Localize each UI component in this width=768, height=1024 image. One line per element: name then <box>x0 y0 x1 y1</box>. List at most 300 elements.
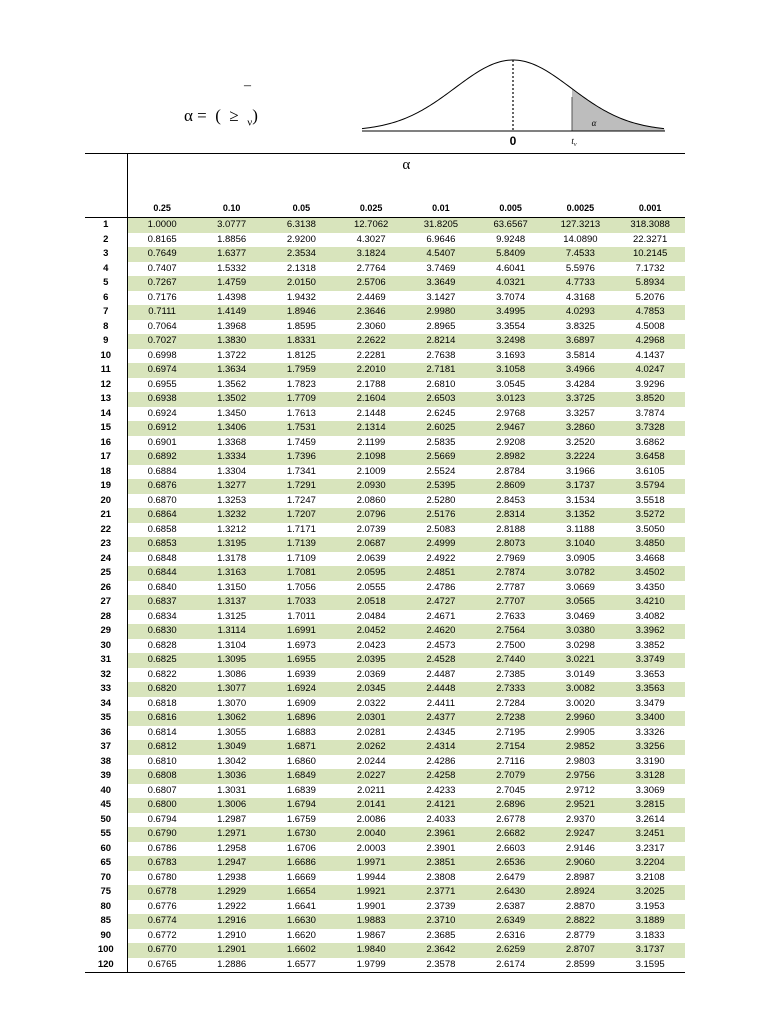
critical-value-cell: 1.9971 <box>336 856 406 871</box>
critical-value-cell: 7.1732 <box>635 262 665 274</box>
alpha-header-row <box>85 154 685 198</box>
critical-value-cell: 1.7341 <box>286 465 316 477</box>
critical-value-cell: 1.7613 <box>286 407 316 419</box>
df-cell: 15 <box>85 421 127 436</box>
critical-value-cell: 2.6503 <box>406 392 476 407</box>
critical-value-cell: 0.6778 <box>127 885 197 900</box>
df-cell: 32 <box>85 668 127 683</box>
critical-value-cell: 2.0211 <box>356 784 386 796</box>
critical-value-cell: 4.0293 <box>546 305 616 320</box>
critical-value-cell: 1.8856 <box>217 233 247 245</box>
critical-value-cell: 1.9883 <box>336 914 406 929</box>
df-cell: 36 <box>85 726 127 741</box>
critical-value-cell: 3.0565 <box>546 595 616 610</box>
critical-value-cell: 1.3195 <box>197 537 267 552</box>
critical-value-cell: 2.7764 <box>356 262 386 274</box>
critical-value-cell: 3.8325 <box>565 320 595 332</box>
table-row <box>85 334 685 349</box>
critical-value-cell: 1.7291 <box>267 479 337 494</box>
critical-value-cell: 2.7079 <box>476 769 546 784</box>
critical-value-cell: 2.9712 <box>565 784 595 796</box>
critical-value-cell: 2.0555 <box>356 581 386 593</box>
critical-value-cell: 3.1352 <box>546 508 616 523</box>
critical-value-cell: 0.6800 <box>127 798 197 813</box>
critical-value-cell: 0.6814 <box>147 726 177 738</box>
df-cell: 10 <box>85 349 127 364</box>
critical-value-cell: 2.0227 <box>336 769 406 784</box>
critical-value-cell: 1.7011 <box>287 610 316 622</box>
critical-value-cell: 2.7638 <box>426 349 456 361</box>
critical-value-cell: 3.1534 <box>565 494 595 506</box>
critical-value-cell: 0.6830 <box>127 624 197 639</box>
critical-value-cell: 3.1737 <box>546 479 616 494</box>
critical-value-cell: 1.3253 <box>217 494 247 506</box>
table-row <box>85 378 685 393</box>
critical-value-cell: 0.6828 <box>147 639 177 651</box>
critical-value-cell: 3.2204 <box>615 856 685 871</box>
critical-value-cell: 0.6807 <box>147 784 177 796</box>
critical-value-cell: 3.0221 <box>546 653 616 668</box>
table-row <box>85 668 685 683</box>
table-row <box>85 697 685 712</box>
critical-value-cell: 0.6912 <box>127 421 197 436</box>
critical-value-cell: 0.6834 <box>147 610 177 622</box>
critical-value-cell: 3.1040 <box>546 537 616 552</box>
critical-value-cell: 2.8822 <box>546 914 616 929</box>
critical-value-cell: 2.7181 <box>406 363 476 378</box>
critical-value-cell: 2.6349 <box>476 914 546 929</box>
critical-value-cell: 5.8409 <box>476 247 546 262</box>
critical-value-cell: 1.6654 <box>267 885 337 900</box>
critical-value-cell: 3.4966 <box>546 363 616 378</box>
critical-value-cell: 3.2224 <box>546 450 616 465</box>
table-row <box>85 363 685 378</box>
critical-value-cell: 3.2025 <box>615 885 685 900</box>
critical-value-cell: 2.5280 <box>426 494 456 506</box>
critical-value-cell: 1.2916 <box>197 914 267 929</box>
critical-value-cell: 1.9921 <box>336 885 406 900</box>
critical-value-cell: 4.7733 <box>546 276 616 291</box>
alpha-tail-label: α <box>591 118 597 128</box>
critical-value-cell: 0.6892 <box>127 450 197 465</box>
critical-value-cell: 3.6105 <box>635 465 665 477</box>
critical-value-cell: 0.6772 <box>147 929 177 941</box>
alpha-symbol-header: α <box>127 154 685 198</box>
critical-value-cell: 1.7247 <box>286 494 316 506</box>
critical-value-cell: 1.3114 <box>197 624 267 639</box>
critical-value-cell: 3.2614 <box>635 813 665 825</box>
critical-value-cell: 1.6973 <box>286 639 316 651</box>
critical-value-cell: 1.6924 <box>267 682 337 697</box>
critical-value-cell: 0.7064 <box>147 320 177 332</box>
df-cell: 19 <box>85 479 127 494</box>
critical-value-cell: 1.6730 <box>267 827 337 842</box>
critical-value-cell: 1.2947 <box>197 856 267 871</box>
df-cell: 65 <box>85 856 127 871</box>
df-cell: 3 <box>85 247 127 262</box>
critical-value-cell: 0.6825 <box>127 653 197 668</box>
critical-value-cell: 3.1737 <box>615 943 685 958</box>
table-row <box>85 842 685 857</box>
critical-value-cell: 2.6536 <box>476 856 546 871</box>
critical-value-cell: 3.3962 <box>615 624 685 639</box>
table-row <box>85 856 685 871</box>
critical-value-cell: 2.1009 <box>356 465 386 477</box>
critical-value-cell: 2.6174 <box>476 958 546 973</box>
probability-formula <box>184 72 314 132</box>
critical-value-cell: 2.3961 <box>406 827 476 842</box>
alpha-level-header: 0.10 <box>197 198 267 218</box>
critical-value-cell: 2.3739 <box>426 900 456 912</box>
df-cell: 28 <box>85 610 127 625</box>
critical-value-cell: 2.8987 <box>565 871 595 883</box>
critical-value-cell: 1.4398 <box>217 291 247 303</box>
critical-value-cell: 3.1058 <box>476 363 546 378</box>
critical-value-cell: 2.0262 <box>336 740 406 755</box>
critical-value-cell: 2.6430 <box>476 885 546 900</box>
critical-value-cell: 2.0150 <box>267 276 337 291</box>
df-cell: 6 <box>85 291 127 306</box>
df-cell: 17 <box>85 450 127 465</box>
critical-value-cell: 31.8205 <box>406 218 476 233</box>
critical-value-cell: 0.6884 <box>147 465 177 477</box>
critical-value-cell: 1.6883 <box>286 726 316 738</box>
critical-value-cell: 4.6041 <box>496 262 526 274</box>
critical-value-cell: 1.6955 <box>267 653 337 668</box>
critical-value-cell: 2.7633 <box>496 610 526 622</box>
critical-value-cell: 3.4284 <box>565 378 595 390</box>
df-cell: 9 <box>85 334 127 349</box>
critical-value-cell: 1.6759 <box>286 813 316 825</box>
t-subscript: ν <box>573 142 577 148</box>
critical-value-cell: 318.3088 <box>615 218 685 233</box>
critical-value-cell: 2.8784 <box>496 465 526 477</box>
critical-value-cell: 2.0369 <box>356 668 386 680</box>
critical-value-cell: 1.6620 <box>286 929 316 941</box>
critical-value-cell: 12.7062 <box>336 218 406 233</box>
critical-value-cell: 2.9768 <box>496 407 526 419</box>
critical-value-cell: 3.0545 <box>496 378 526 390</box>
critical-value-cell: 2.0595 <box>336 566 406 581</box>
df-cell: 80 <box>85 900 127 915</box>
critical-value-cell: 1.3049 <box>197 740 267 755</box>
table-row <box>85 711 685 726</box>
critical-value-cell: 1.2886 <box>197 958 267 973</box>
t-critical-label <box>571 136 577 148</box>
critical-value-cell: 2.3646 <box>336 305 406 320</box>
critical-value-cell: 3.2108 <box>635 871 665 883</box>
critical-value-cell: 4.2968 <box>615 334 685 349</box>
critical-value-cell: 2.1314 <box>336 421 406 436</box>
critical-value-cell: 2.8779 <box>565 929 595 941</box>
critical-value-cell: 1.5332 <box>217 262 247 274</box>
critical-value-cell: 0.6810 <box>147 755 177 767</box>
df-cell: 75 <box>85 885 127 900</box>
df-cell: 27 <box>85 595 127 610</box>
critical-value-cell: 3.6897 <box>546 334 616 349</box>
critical-value-cell: 2.4345 <box>426 726 456 738</box>
critical-value-cell: 0.6974 <box>127 363 197 378</box>
critical-value-cell: 3.2498 <box>476 334 546 349</box>
critical-value-cell: 1.3163 <box>197 566 267 581</box>
critical-value-cell: 3.5050 <box>635 523 665 535</box>
table-row <box>85 566 685 581</box>
critical-value-cell: 2.6025 <box>406 421 476 436</box>
critical-value-cell: 3.1833 <box>635 929 665 941</box>
critical-value-cell: 0.6840 <box>147 581 177 593</box>
critical-value-cell: 2.1788 <box>356 378 386 390</box>
critical-value-cell: 0.6765 <box>127 958 197 973</box>
critical-value-cell: 2.8214 <box>406 334 476 349</box>
critical-value-cell: 1.6641 <box>286 900 316 912</box>
critical-value-cell: 1.7033 <box>267 595 337 610</box>
critical-value-cell: 0.7267 <box>127 276 197 291</box>
critical-value-cell: 0.6844 <box>127 566 197 581</box>
critical-value-cell: 2.5083 <box>426 523 456 535</box>
alpha-level-header: 0.0025 <box>546 198 616 218</box>
critical-value-cell: 3.0298 <box>565 639 595 651</box>
table-row <box>85 523 685 538</box>
df-cell: 70 <box>85 871 127 886</box>
critical-value-cell: 1.3095 <box>197 653 267 668</box>
critical-value-cell: 2.7154 <box>476 740 546 755</box>
critical-value-cell: 2.3808 <box>426 871 456 883</box>
critical-value-cell: 63.6567 <box>476 218 546 233</box>
critical-value-cell: 3.0020 <box>565 697 595 709</box>
critical-value-cell: 2.6259 <box>476 943 546 958</box>
critical-value-cell: 2.7045 <box>496 784 526 796</box>
critical-value-cell: 4.5008 <box>635 320 665 332</box>
critical-value-cell: 1.4759 <box>197 276 267 291</box>
critical-value-cell: 3.1427 <box>426 291 456 303</box>
critical-value-cell: 2.4448 <box>406 682 476 697</box>
critical-value-cell: 3.0905 <box>565 552 595 564</box>
critical-value-cell: 1.9799 <box>336 958 406 973</box>
critical-value-cell: 0.7407 <box>147 262 177 274</box>
df-cell: 85 <box>85 914 127 929</box>
table-body <box>85 218 685 973</box>
critical-value-cell: 2.7500 <box>496 639 526 651</box>
critical-value-cell: 1.4149 <box>197 305 267 320</box>
critical-value-cell: 1.3137 <box>197 595 267 610</box>
critical-value-cell: 2.5524 <box>426 465 456 477</box>
critical-value-cell: 3.2815 <box>615 798 685 813</box>
critical-value-cell: 1.6909 <box>286 697 316 709</box>
critical-value-cell: 0.7176 <box>147 291 177 303</box>
table-row <box>85 958 685 973</box>
df-cell: 12 <box>85 378 127 393</box>
df-cell: 38 <box>85 755 127 770</box>
critical-value-cell: 2.0244 <box>356 755 386 767</box>
critical-value-cell: 3.3069 <box>635 784 665 796</box>
table-row <box>85 726 685 741</box>
critical-value-cell: 2.7440 <box>476 653 546 668</box>
critical-value-cell: 2.0687 <box>336 537 406 552</box>
critical-value-cell: 2.0518 <box>336 595 406 610</box>
table-row <box>85 798 685 813</box>
critical-value-cell: 2.4620 <box>406 624 476 639</box>
critical-value-cell: 3.0782 <box>546 566 616 581</box>
critical-value-cell: 2.4487 <box>426 668 456 680</box>
critical-value-cell: 2.7564 <box>476 624 546 639</box>
formula-subscript: ν <box>247 116 253 129</box>
critical-value-cell: 1.2922 <box>217 900 247 912</box>
critical-value-cell: 0.6938 <box>127 392 197 407</box>
critical-value-cell: 2.3851 <box>406 856 476 871</box>
df-cell: 39 <box>85 769 127 784</box>
critical-value-cell: 3.0123 <box>476 392 546 407</box>
critical-value-cell: 2.5395 <box>406 479 476 494</box>
critical-value-cell: 2.4469 <box>356 291 386 303</box>
critical-value-cell: 3.7074 <box>496 291 526 303</box>
formula-expression <box>184 106 258 128</box>
critical-value-cell: 2.0086 <box>356 813 386 825</box>
critical-value-cell: 2.0484 <box>356 610 386 622</box>
critical-value-cell: 4.0247 <box>615 363 685 378</box>
critical-value-cell: 3.5814 <box>565 349 595 361</box>
critical-value-cell: 3.3400 <box>615 711 685 726</box>
critical-value-cell: 0.6812 <box>127 740 197 755</box>
critical-value-cell: 1.7081 <box>267 566 337 581</box>
critical-value-cell: 1.8125 <box>286 349 316 361</box>
df-cell: 18 <box>85 465 127 480</box>
critical-value-cell: 2.3060 <box>356 320 386 332</box>
critical-value-cell: 1.7959 <box>267 363 337 378</box>
critical-value-cell: 0.6864 <box>127 508 197 523</box>
critical-value-cell: 7.4533 <box>546 247 616 262</box>
critical-value-cell: 1.6794 <box>267 798 337 813</box>
table-row <box>85 218 685 233</box>
critical-value-cell: 1.8946 <box>267 305 337 320</box>
critical-value-cell: 1.2929 <box>197 885 267 900</box>
table-row <box>85 479 685 494</box>
df-cell: 33 <box>85 682 127 697</box>
critical-value-cell: 3.3653 <box>635 668 665 680</box>
critical-value-cell: 2.4377 <box>406 711 476 726</box>
critical-value-cell: 3.3852 <box>635 639 665 651</box>
critical-value-cell: 0.6774 <box>127 914 197 929</box>
critical-value-cell: 2.0860 <box>356 494 386 506</box>
table-row <box>85 421 685 436</box>
critical-value-cell: 9.9248 <box>496 233 526 245</box>
critical-value-cell: 4.0321 <box>476 276 546 291</box>
critical-value-cell: 0.6780 <box>147 871 177 883</box>
critical-value-cell: 1.3077 <box>197 682 267 697</box>
critical-value-cell: 2.8609 <box>476 479 546 494</box>
critical-value-cell: 10.2145 <box>615 247 685 262</box>
df-cell: 45 <box>85 798 127 813</box>
critical-value-cell: 3.3749 <box>615 653 685 668</box>
critical-value-cell: 0.6955 <box>147 378 177 390</box>
critical-value-cell: 5.5976 <box>565 262 595 274</box>
critical-value-cell: 2.0423 <box>356 639 386 651</box>
critical-value-cell: 1.9901 <box>356 900 386 912</box>
df-cell: 14 <box>85 407 127 422</box>
critical-value-cell: 2.9852 <box>546 740 616 755</box>
critical-value-cell: 2.0930 <box>336 479 406 494</box>
df-cell: 24 <box>85 552 127 567</box>
critical-value-cell: 1.3062 <box>197 711 267 726</box>
critical-value-cell: 1.3722 <box>217 349 247 361</box>
critical-value-cell: 1.7823 <box>286 378 316 390</box>
critical-value-cell: 0.6770 <box>127 943 197 958</box>
critical-value-cell: 2.9060 <box>546 856 616 871</box>
critical-value-cell: 0.6776 <box>147 900 177 912</box>
critical-value-cell: 2.4851 <box>406 566 476 581</box>
alpha-level-header: 0.025 <box>336 198 406 218</box>
critical-value-cell: 2.8188 <box>496 523 526 535</box>
critical-value-cell: 2.8965 <box>426 320 456 332</box>
critical-value-cell: 2.5176 <box>406 508 476 523</box>
critical-value-cell: 1.6896 <box>267 711 337 726</box>
critical-value-cell: 2.6245 <box>426 407 456 419</box>
critical-value-cell: 1.3150 <box>217 581 247 593</box>
critical-value-cell: 2.8314 <box>476 508 546 523</box>
critical-value-cell: 0.6790 <box>127 827 197 842</box>
critical-value-cell: 3.7328 <box>615 421 685 436</box>
critical-value-cell: 3.7874 <box>635 407 665 419</box>
critical-value-cell: 0.6924 <box>147 407 177 419</box>
significance-levels-row <box>85 198 685 218</box>
critical-value-cell: 3.2317 <box>635 842 665 854</box>
df-cell: 29 <box>85 624 127 639</box>
critical-value-cell: 1.3634 <box>197 363 267 378</box>
table-row <box>85 508 685 523</box>
table-row <box>85 595 685 610</box>
critical-value-cell: 2.6896 <box>476 798 546 813</box>
critical-value-cell: 4.3027 <box>356 233 386 245</box>
critical-value-cell: 3.4350 <box>635 581 665 593</box>
df-cell: 2 <box>85 233 127 248</box>
critical-value-cell: 3.1953 <box>635 900 665 912</box>
critical-value-cell: 3.3326 <box>635 726 665 738</box>
critical-value-cell: 2.9521 <box>546 798 616 813</box>
critical-value-cell: 22.3271 <box>632 233 668 245</box>
critical-value-cell: 2.8982 <box>476 450 546 465</box>
formula-text: α = ( ≥ <box>184 106 248 125</box>
critical-value-cell: 2.9370 <box>565 813 595 825</box>
table-row <box>85 653 685 668</box>
critical-value-cell: 1.6686 <box>267 856 337 871</box>
critical-value-cell: 3.3479 <box>635 697 665 709</box>
critical-value-cell: 1.7139 <box>267 537 337 552</box>
df-cell: 22 <box>85 523 127 538</box>
critical-value-cell: 1.9944 <box>356 871 386 883</box>
table-row <box>85 624 685 639</box>
critical-value-cell: 3.4502 <box>615 566 685 581</box>
critical-value-cell: 2.4121 <box>406 798 476 813</box>
table-row <box>85 247 685 262</box>
critical-value-cell: 2.6778 <box>496 813 526 825</box>
critical-value-cell: 1.0000 <box>127 218 197 233</box>
table-row <box>85 871 685 886</box>
critical-value-cell: 2.0141 <box>336 798 406 813</box>
table-row <box>85 392 685 407</box>
critical-value-cell: 3.5272 <box>615 508 685 523</box>
df-cell: 5 <box>85 276 127 291</box>
table-row <box>85 262 685 277</box>
table-row <box>85 639 685 654</box>
critical-value-cell: 2.4671 <box>426 610 456 622</box>
critical-value-cell: 2.0395 <box>336 653 406 668</box>
critical-value-cell: 1.2901 <box>197 943 267 958</box>
critical-value-cell: 1.3042 <box>217 755 247 767</box>
critical-value-cell: 3.3554 <box>496 320 526 332</box>
df-cell: 25 <box>85 566 127 581</box>
critical-value-cell: 1.6602 <box>267 943 337 958</box>
critical-value-cell: 1.3450 <box>217 407 247 419</box>
critical-value-cell: 2.3771 <box>406 885 476 900</box>
